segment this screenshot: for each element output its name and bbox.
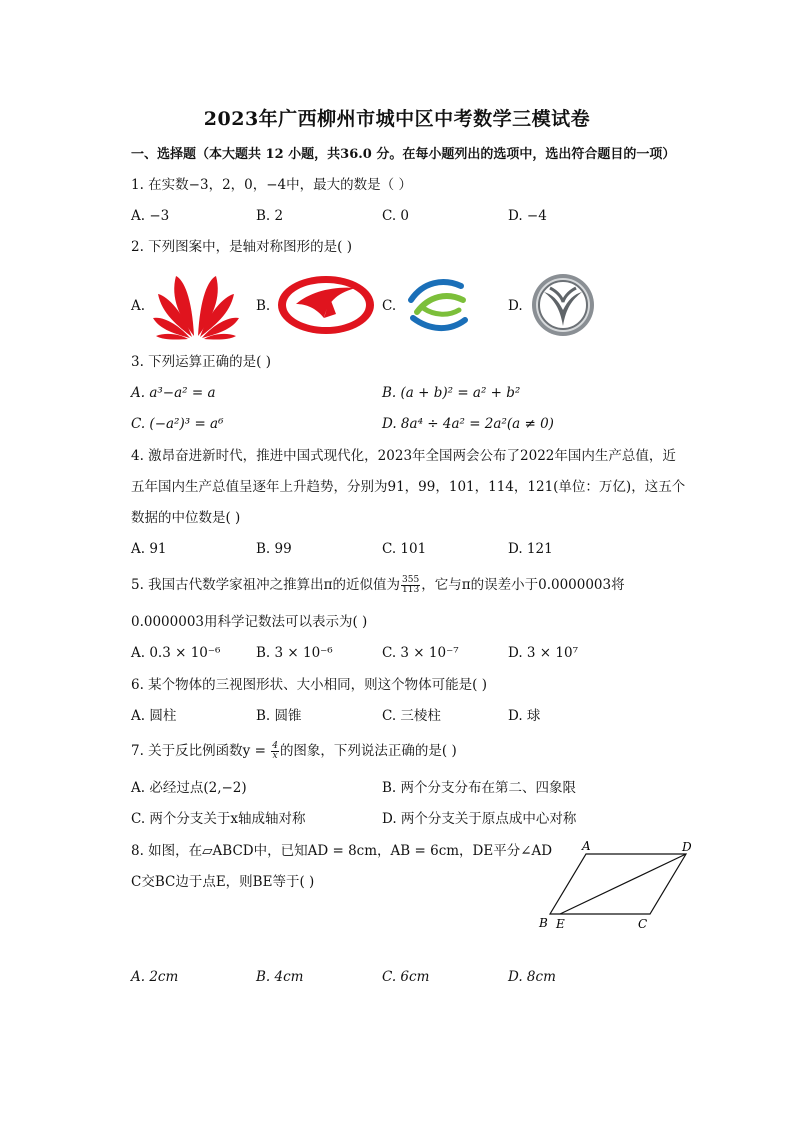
huawei-logo-icon: [150, 270, 242, 340]
q3-option-a: A. a³−a² = a: [131, 385, 216, 401]
q2-option-d: D.: [508, 298, 523, 314]
q5-stem-end: ，它与π的误差小于0.0000003将: [421, 577, 625, 593]
section-heading: 一、选择题（本大题共 12 小题，共36.0 分。在每小题列出的选项中，选出符合题目的一项）: [131, 147, 676, 162]
parallelogram-abcd: [550, 854, 686, 914]
question-1-stem: 1. 在实数−3，2，0，−4中，最大的数是（ ）: [131, 177, 412, 193]
label-d: D: [682, 840, 692, 854]
q1-option-c: C. 0: [382, 208, 410, 224]
q8-option-c: C. 6cm: [382, 969, 430, 985]
question-4-line-3: 数据的中位数是( ): [131, 510, 241, 526]
q4-option-d: D. 121: [508, 541, 553, 557]
question-8-line-1: 8. 如图，在▱ABCD中，已知AD = 8cm，AB = 6cm，DE平分∠AD: [131, 843, 553, 859]
q7-option-c: C. 两个分支关于x轴成轴对称: [131, 811, 306, 827]
q6-option-c: C. 三棱柱: [382, 708, 441, 724]
q4-option-c: C. 101: [382, 541, 427, 557]
q1-option-b: B. 2: [256, 208, 284, 224]
page-title: 2023年广西柳州市城中区中考数学三模试卷: [203, 108, 591, 130]
china-mobile-logo-icon: [403, 272, 473, 338]
q3-option-d: D. 8a⁴ ÷ 4a² = 2a²(a ≠ 0): [382, 416, 554, 432]
label-c: C: [638, 917, 648, 931]
q7-option-a: A. 必经过点(2,−2): [131, 780, 247, 796]
label-b: B: [539, 916, 548, 930]
question-5-line-2: 0.0000003用科学记数法可以表示为( ): [131, 614, 368, 630]
q2-option-c: C.: [382, 298, 397, 314]
oval-brand-logo-icon: [276, 274, 376, 336]
question-4-line-1: 4. 激昂奋进新时代，推进中国式现代化，2023年全国两会公布了2022年国内生产总值，近: [131, 448, 676, 464]
q2-option-b: B.: [256, 298, 271, 314]
question-7-stem: [131, 742, 457, 761]
q3-option-b: B. (a + b)² = a² + b²: [382, 385, 521, 401]
label-a: A: [582, 839, 591, 853]
q5-fraction-numerator: 355: [402, 575, 420, 585]
question-3-stem: 3. 下列运算正确的是( ): [131, 354, 271, 370]
q7-fraction: [271, 742, 279, 761]
q5-option-a: A. 0.3 × 10⁻⁶: [131, 645, 221, 661]
question-4-line-2: 五年国内生产总值呈逐年上升趋势，分别为91，99，101，114，121(单位：万亿)，这五个: [131, 479, 686, 495]
q8-option-a: A. 2cm: [131, 969, 179, 985]
q7-option-b: B. 两个分支分布在第二、四象限: [382, 780, 577, 796]
q5-option-c: C. 3 × 10⁻⁷: [382, 645, 459, 661]
q4-option-a: A. 91: [131, 541, 167, 557]
question-6-stem: 6. 某个物体的三视图形状、大小相同，则这个物体可能是( ): [131, 677, 487, 693]
q8-option-b: B. 4cm: [256, 969, 304, 985]
question-8-line-2: C交BC边于点E，则BE等于( ): [131, 874, 315, 890]
q6-option-b: B. 圆锥: [256, 708, 302, 724]
q7-option-d: D. 两个分支关于原点成中心对称: [382, 811, 577, 827]
q5-option-b: B. 3 × 10⁻⁶: [256, 645, 333, 661]
q5-fraction-denominator: 113: [402, 585, 420, 595]
label-e: E: [556, 917, 565, 931]
q6-option-d: D. 球: [508, 708, 541, 724]
silver-badge-logo-icon: [530, 272, 596, 338]
q5-fraction: [401, 576, 420, 595]
q5-stem-start: 5. 我国古代数学家祖冲之推算出π的近似值为: [131, 577, 401, 593]
q1-option-a: A. −3: [131, 208, 170, 224]
q7-fraction-denominator: x: [272, 751, 278, 761]
q5-option-d: D. 3 × 10⁷: [508, 645, 578, 661]
q7-stem-end: 的图象，下列说法正确的是( ): [279, 743, 457, 759]
q6-option-a: A. 圆柱: [131, 708, 177, 724]
question-2-stem: 2. 下列图案中，是轴对称图形的是( ): [131, 239, 352, 255]
q1-option-d: D. −4: [508, 208, 547, 224]
q8-option-d: D. 8cm: [508, 969, 556, 985]
q3-option-c: C. (−a²)³ = a⁶: [131, 416, 224, 432]
q2-option-a: A.: [131, 298, 146, 314]
segment-de: [560, 854, 686, 914]
parallelogram-figure: [536, 838, 700, 938]
question-5-line-1: [131, 576, 625, 595]
q7-stem-start: 7. 关于反比例函数y =: [131, 743, 271, 759]
q7-fraction-numerator: 4: [272, 741, 278, 751]
q4-option-b: B. 99: [256, 541, 292, 557]
